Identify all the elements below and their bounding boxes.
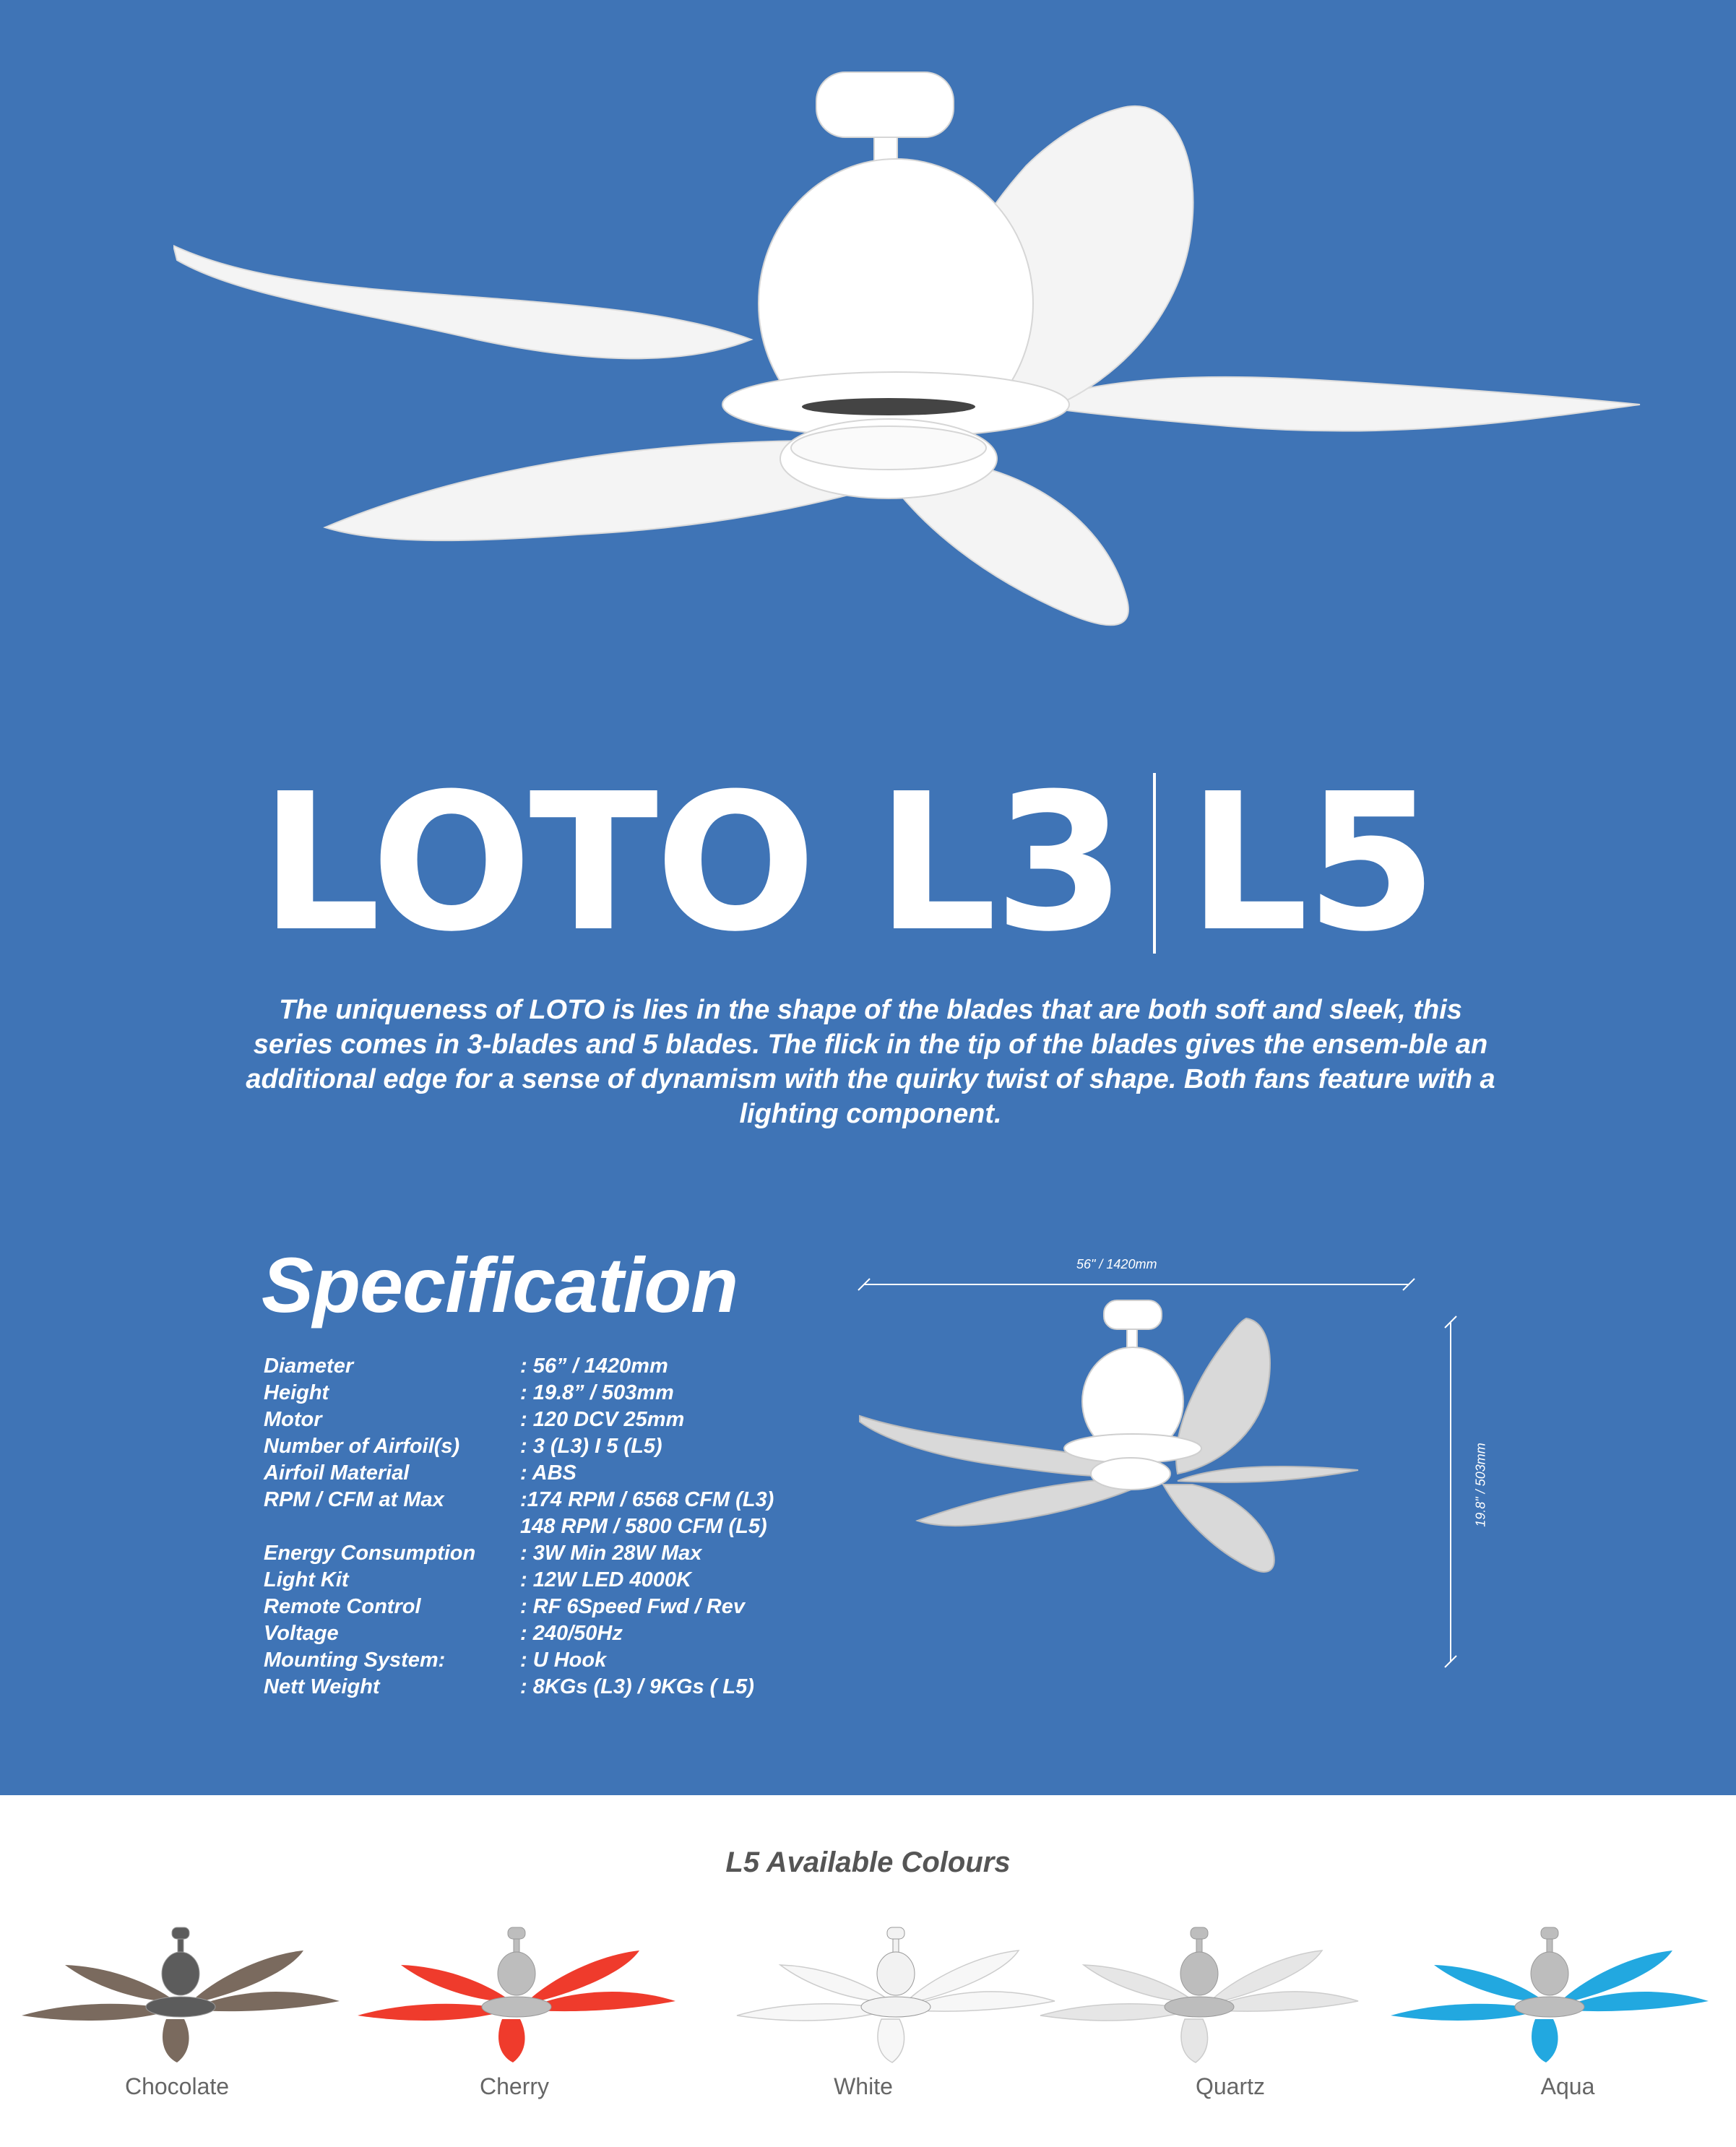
spec-label: Airfoil Material: [264, 1461, 410, 1485]
spec-row: [264, 1433, 925, 1460]
spec-row: [264, 1567, 925, 1594]
spec-value: : 8KGs (L3) / 9KGs ( L5): [520, 1675, 754, 1698]
product-title-l3: LOTO L3: [260, 753, 1123, 973]
colour-fan-cherry: [350, 1922, 690, 2066]
spec-row: [264, 1460, 925, 1487]
spec-value: : ABS: [520, 1461, 576, 1485]
product-title: [260, 755, 1435, 972]
spec-label: Number of Airfoil(s): [264, 1435, 460, 1458]
colour-fan-quartz: [1033, 1922, 1373, 2066]
colour-name-white: White: [834, 2073, 893, 2099]
colour-name-quartz: Quartz: [1195, 2073, 1266, 2099]
available-colours-heading: L5 Available Colours: [725, 1846, 1011, 1878]
spec-row: [264, 1594, 925, 1620]
spec-label: Voltage: [264, 1622, 339, 1645]
title-separator: [1153, 773, 1156, 954]
colour-fan-white: [730, 1922, 1069, 2066]
spec-value: : RF 6Speed Fwd / Rev: [520, 1595, 745, 1618]
specification-table: [264, 1353, 925, 1701]
spec-row: [264, 1407, 925, 1433]
spec-value: : 3W Min 28W Max: [520, 1542, 702, 1565]
specification-heading: Specification: [262, 1241, 738, 1329]
spec-row: [264, 1380, 925, 1407]
diagram-width-label: 56" / 1420mm: [1076, 1257, 1157, 1271]
spec-value: :174 RPM / 6568 CFM (L3) 148 RPM / 5800 CFM (L5): [520, 1488, 774, 1538]
spec-label: Diameter: [264, 1355, 354, 1378]
spec-value: : 56” / 1420mm: [520, 1355, 668, 1378]
spec-row: [264, 1540, 925, 1567]
hero-fan-image: [173, 65, 1647, 643]
colour-name-chocolate: Chocolate: [124, 2073, 230, 2099]
colour-name-cherry: Cherry: [479, 2073, 549, 2099]
spec-row: [264, 1353, 925, 1380]
dimension-diagram: [838, 1257, 1503, 1676]
spec-label: Energy Consumption: [264, 1542, 476, 1565]
spec-row: [264, 1674, 925, 1701]
spec-row: [264, 1647, 925, 1674]
colour-fan-aqua: [1383, 1922, 1723, 2066]
spec-label: RPM / CFM at Max: [264, 1488, 444, 1511]
spec-label: Nett Weight: [264, 1675, 380, 1698]
product-title-l5: L5: [1188, 753, 1435, 973]
spec-value: : 120 DCV 25mm: [520, 1408, 685, 1431]
colour-name-aqua: Aqua: [1540, 2073, 1595, 2099]
spec-value: : 3 (L3) I 5 (L5): [520, 1435, 662, 1458]
spec-row: [264, 1620, 925, 1647]
diagram-height-label: 19.8" / 503mm: [1473, 1443, 1488, 1527]
spec-label: Light Kit: [264, 1568, 349, 1591]
spec-label: Motor: [264, 1408, 322, 1431]
spec-label: Height: [264, 1381, 329, 1404]
spec-label: Mounting System:: [264, 1649, 446, 1672]
spec-value: : 240/50Hz: [520, 1622, 623, 1645]
spec-value: : 12W LED 4000K: [520, 1568, 691, 1591]
colour-fan-chocolate: [14, 1922, 354, 2066]
product-description: The uniqueness of LOTO is lies in the shape of the blades that are both soft and sleek, this series comes in 3-blades and 5 blades. The flick in the tip of the blades gives the ensem-ble an additional edge for a sense of dynamism with the quirky twist of shape. Both fans feature with a lighting component.: [246, 995, 1495, 1129]
spec-value: : U Hook: [520, 1649, 607, 1672]
spec-row: [264, 1487, 925, 1540]
spec-label: Remote Control: [264, 1595, 421, 1618]
spec-value: : 19.8” / 503mm: [520, 1381, 674, 1404]
